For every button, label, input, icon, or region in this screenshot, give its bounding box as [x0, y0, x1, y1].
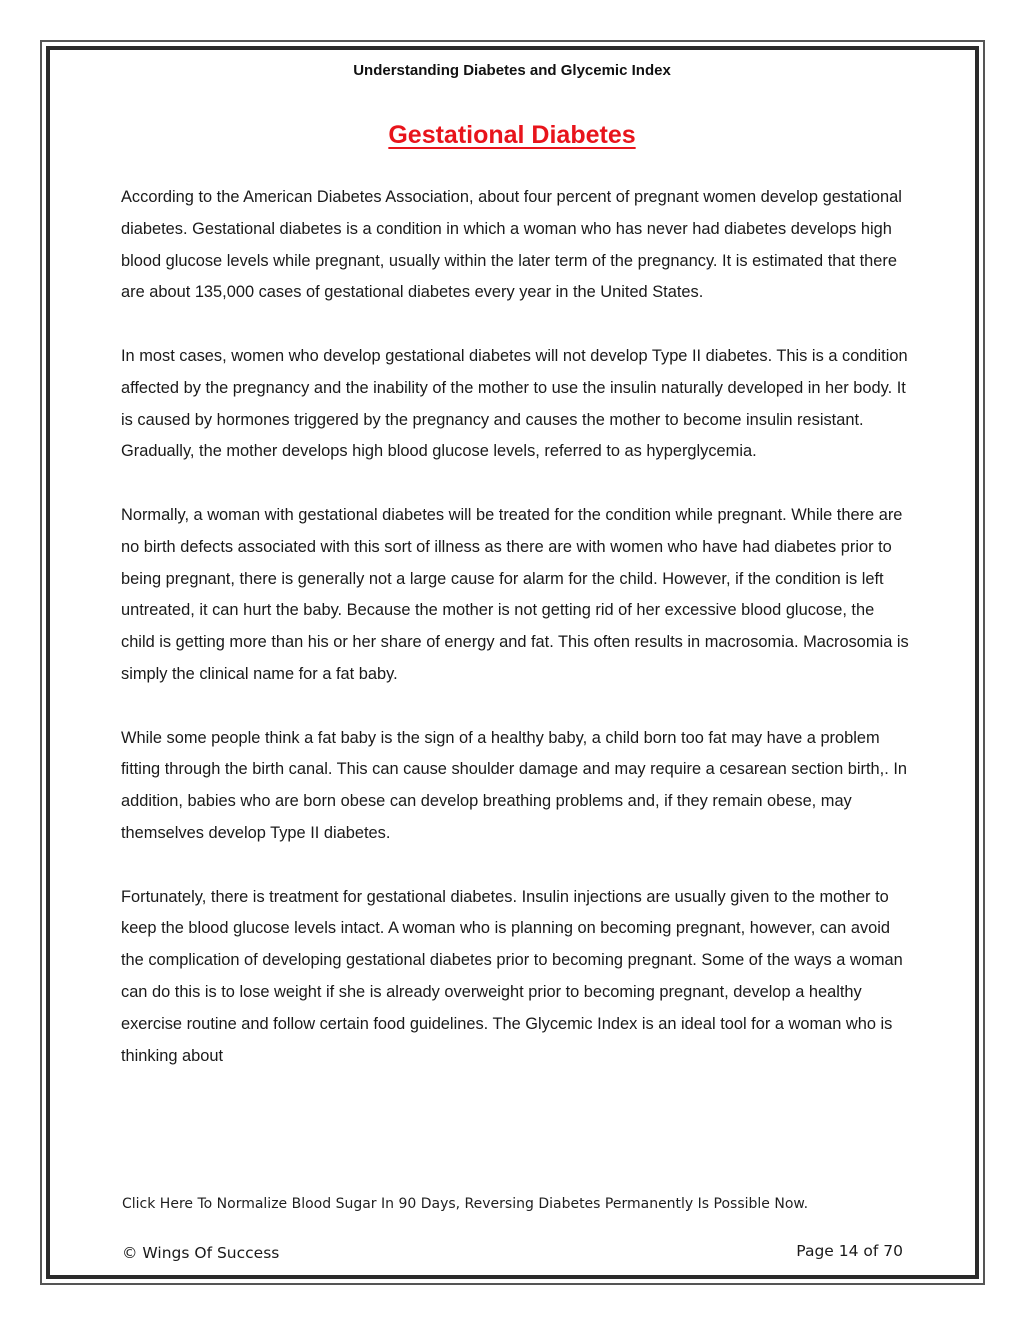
paragraph-3: Normally, a woman with gestational diabetes will be treated for the condition while pregnant. While there are no birth defects associated with this sort of illness as there are with women who have had diabetes prior to being pregnant, there is generally not a large cause for alarm for the child. However, if the condition is left untreated, it can hurt the baby. Because the mother is not getting rid of her excessive blood glucose, the child is getting more than his or her share of energy and fat. This often results in macrosomia. Macrosomia is simply the clinical name for a fat baby.: [121, 505, 909, 683]
page-title: Gestational Diabetes: [388, 121, 636, 149]
footer-page-number: Page 14 of 70: [796, 1242, 903, 1260]
body-text: [121, 182, 911, 1104]
promo-link[interactable]: Click Here To Normalize Blood Sugar In 90 Days, Reversing Diabetes Permanently Is Possible Now.: [122, 1196, 809, 1212]
paragraph-1: According to the American Diabetes Association, about four percent of pregnant women develop gestational diabetes. Gestational diabetes is a condition in which a woman who has never had diabetes develops high blood glucose levels while pregnant, usually within the later term of the pregnancy. It is estimated that there are about 135,000 cases of gestational diabetes every year in the United States.: [121, 188, 902, 302]
paragraph-2: In most cases, women who develop gestational diabetes will not develop Type II diabetes. This is a condition affected by the pregnancy and the inability of the mother to use the insulin naturally developed in her body. It is caused by hormones triggered by the pregnancy and causes the mother to become insulin resistant. Gradually, the mother develops high blood glucose levels, referred to as hyperglycemia.: [121, 346, 908, 461]
paragraph-4: While some people think a fat baby is the sign of a healthy baby, a child born too fat may have a problem fitting through the birth canal. This can cause shoulder damage and may require a cesarean section birth,. In addition, babies who are born obese can develop breathing problems and, if they remain obese, may themselves develop Type II diabetes.: [121, 728, 907, 842]
footer-copyright: © Wings Of Success: [122, 1244, 280, 1262]
paragraph-5: Fortunately, there is treatment for gestational diabetes. Insulin injections are usually given to the mother to keep the blood glucose levels intact. A woman who is planning on becoming pregnant, however, can avoid the complication of developing gestational diabetes prior to becoming pregnant. Some of the ways a woman can do this is to lose weight if she is already overweight prior to becoming pregnant, develop a healthy exercise routine and follow certain food guidelines. The Glycemic Index is an ideal tool for a woman who is thinking about: [121, 887, 903, 1065]
running-header: Understanding Diabetes and Glycemic Index: [353, 62, 671, 79]
